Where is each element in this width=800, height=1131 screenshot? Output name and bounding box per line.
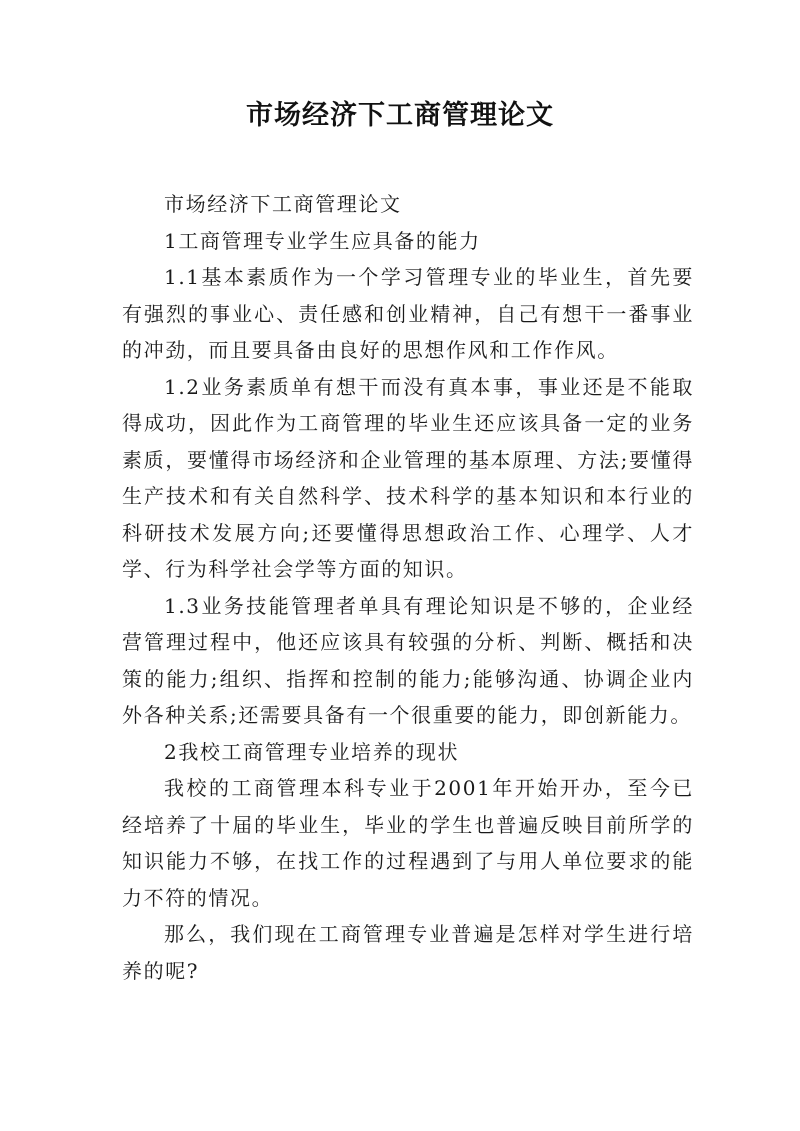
document-title: 市场经济下工商管理论文 — [246, 100, 554, 131]
paragraph-2-1: 我校的工商管理本科专业于2001年开始开办，至今已经培养了十届的毕业生，毕业的学生也普遍反映目前所学的知识能力不够，在找工作的过程遇到了与用人单位要求的能力不符的情况。 — [122, 776, 694, 910]
document-body — [122, 186, 694, 989]
paragraph-subtitle: 市场经济下工商管理论文 — [164, 192, 402, 216]
paragraph-1-2: 1.2业务素质单有想干而没有真本事，事业还是不能取得成功，因此作为工商管理的毕业生还应该具备一定的业务素质，要懂得市场经济和企业管理的基本原理、方法;要懂得生产技术和有关自然科学、技术科学的基本知识和本行业的科研技术发展方向;还要懂得思想政治工作、心理学、人才学、行为科学社会学等方面的知识。 — [122, 374, 694, 581]
paragraph-1-3: 1.3业务技能管理者单具有理论知识是不够的，企业经营管理过程中，他还应该具有较强的分析、判断、概括和决策的能力;组织、指挥和控制的能力;能够沟通、协调企业内外各种关系;还需要具备有一个很重要的能力，即创新能力。 — [122, 593, 694, 727]
paragraph-1-1: 1.1基本素质作为一个学习管理专业的毕业生，首先要有强烈的事业心、责任感和创业精神，自己有想干一番事业的冲劲，而且要具备由良好的思想作风和工作作风。 — [122, 265, 694, 362]
section-heading-1: 1工商管理专业学生应具备的能力 — [164, 228, 481, 253]
paragraph-2-2: 那么，我们现在工商管理专业普遍是怎样对学生进行培养的呢? — [122, 922, 694, 983]
section-heading-2: 2我校工商管理专业培养的现状 — [164, 739, 460, 764]
